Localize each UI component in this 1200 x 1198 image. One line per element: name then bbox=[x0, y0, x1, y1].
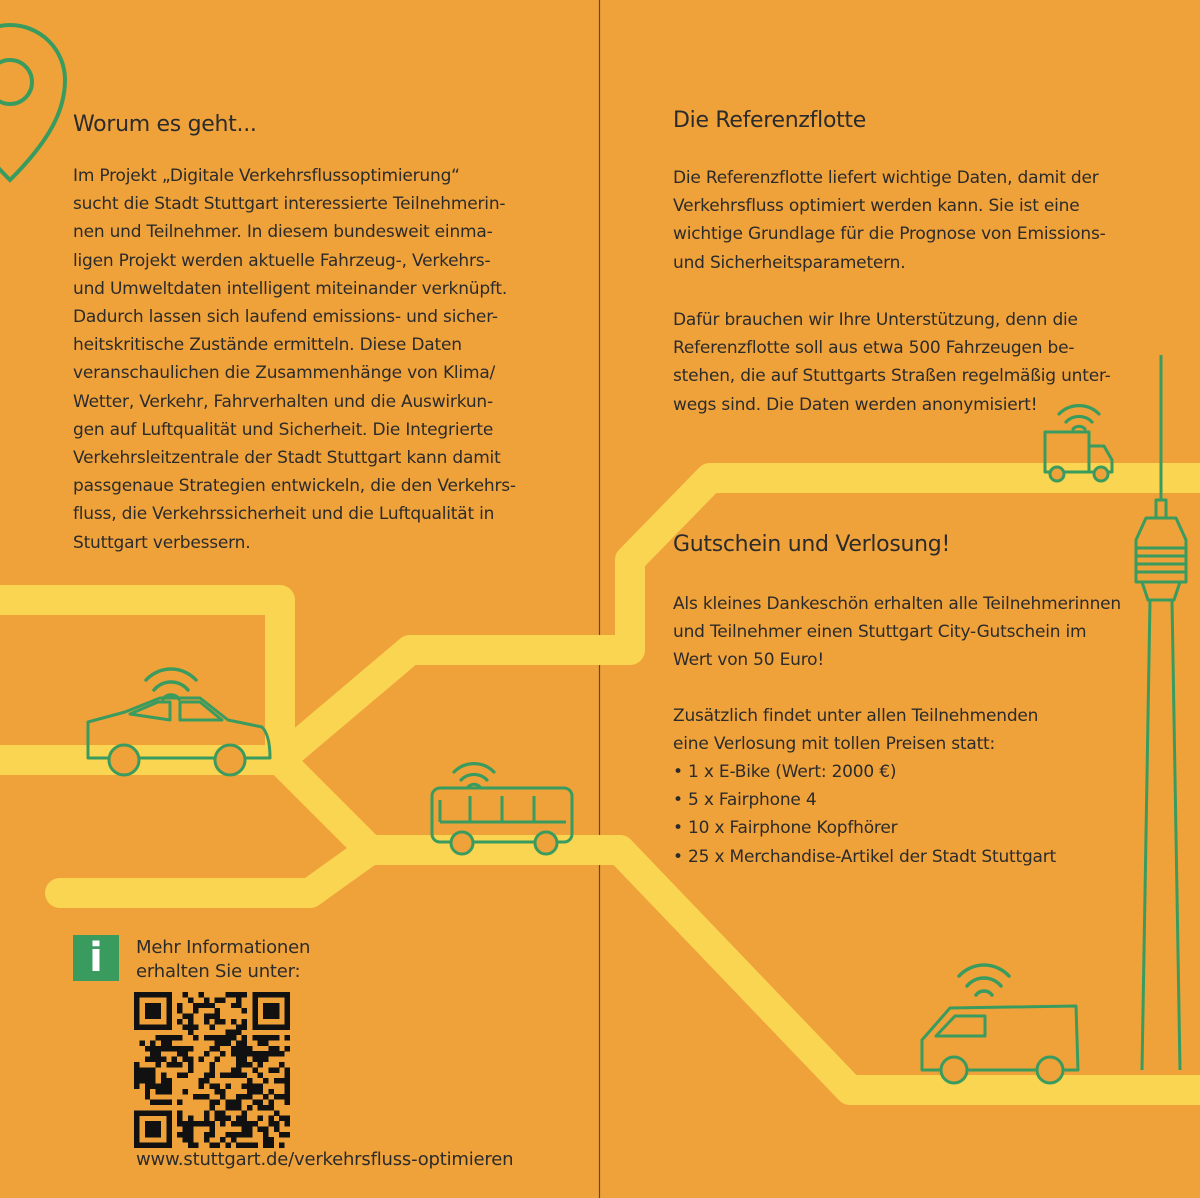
section-heading-gutschein bbox=[673, 532, 950, 557]
tv-tower-icon bbox=[1136, 355, 1186, 1070]
van-icon bbox=[922, 1006, 1078, 1083]
list-item: • 25 x Merchandise-Artikel der Stadt Stuttgart bbox=[673, 843, 1133, 871]
info-paragraph: Mehr Informationen erhalten Sie unter: bbox=[136, 937, 311, 982]
body-paragraph: Dafür brauchen wir Ihre Unterstützung, denn die Referenzflotte soll aus etwa 500 Fahrzeugen be- stehen, die auf Stuttgarts Straßen regelmäßig unter- wegs sind. Die Daten werden anonymisiert! bbox=[673, 310, 1111, 415]
list-item: • 1 x E-Bike (Wert: 2000 €) bbox=[673, 758, 1133, 786]
section-body-referenzflotte-2 bbox=[673, 306, 1133, 419]
heading-text: Gutschein und Verlosung! bbox=[673, 532, 950, 557]
list-item: • 10 x Fairphone Kopfhörer bbox=[673, 814, 1133, 842]
wifi-signal-icon bbox=[959, 965, 1009, 995]
list-item: • 5 x Fairphone 4 bbox=[673, 786, 1133, 814]
info-icon: i bbox=[73, 935, 119, 981]
qr-code[interactable] bbox=[134, 992, 290, 1148]
wifi-signal-icon bbox=[146, 669, 196, 699]
website-link[interactable] bbox=[136, 1148, 513, 1172]
location-pin-icon bbox=[0, 25, 65, 180]
section-heading-referenzflotte bbox=[673, 108, 866, 133]
section-heading-worum bbox=[73, 112, 257, 137]
section-body-gutschein-2 bbox=[673, 702, 1133, 758]
prize-list bbox=[673, 758, 1133, 871]
body-paragraph: Im Projekt „Digitale Verkehrsflussoptimierung“ sucht die Stadt Stuttgart interessierte Teilnehmerin- nen und Teilnehmer. In diesem bundesweit einma- ligen Projekt werden aktuelle Fahrzeug-, Verkehrs- und Umweltdaten intelligent miteinander verknüpft. Dadurch lassen sich laufend emissions- und sicher- heitskritische Zustände ermitteln. Diese Daten veranschaulichen die Zusammenhänge von Klima/ Wetter, Verkehr, Fahrverhalten und die Auswirkun- gen auf Luftqualität und Sicherheit. Die Integrierte Verkehrsleitzentrale der Stadt Stuttgart kann damit passgenaue Strategien entwickeln, die den Verkehrs- fluss, die Verkehrssicherheit und die Luftqualität in Stuttgart verbessern. bbox=[73, 166, 516, 553]
section-body-referenzflotte-1 bbox=[673, 164, 1133, 277]
body-paragraph: Zusätzlich findet unter allen Teilnehmenden eine Verlosung mit tollen Preisen statt: bbox=[673, 706, 1039, 755]
url-text: www.stuttgart.de/verkehrsfluss-optimieren bbox=[136, 1149, 514, 1170]
section-body-gutschein-1 bbox=[673, 590, 1133, 675]
info-text bbox=[136, 936, 336, 984]
body-paragraph: Die Referenzflotte liefert wichtige Daten, damit der Verkehrsfluss optimiert werden kann. Sie ist eine wichtige Grundlage für die Prognose von Emissions- und Sicherheitsparametern. bbox=[673, 168, 1106, 273]
body-paragraph: Als kleines Dankeschön erhalten alle Teilnehmerinnen und Teilnehmer einen Stuttgart City-Gutschein im Wert von 50 Euro! bbox=[673, 594, 1122, 671]
section-body-worum bbox=[73, 162, 543, 557]
heading-text: Die Referenzflotte bbox=[673, 108, 866, 133]
heading-text: Worum es geht... bbox=[73, 112, 257, 137]
wifi-signal-icon bbox=[454, 764, 494, 787]
